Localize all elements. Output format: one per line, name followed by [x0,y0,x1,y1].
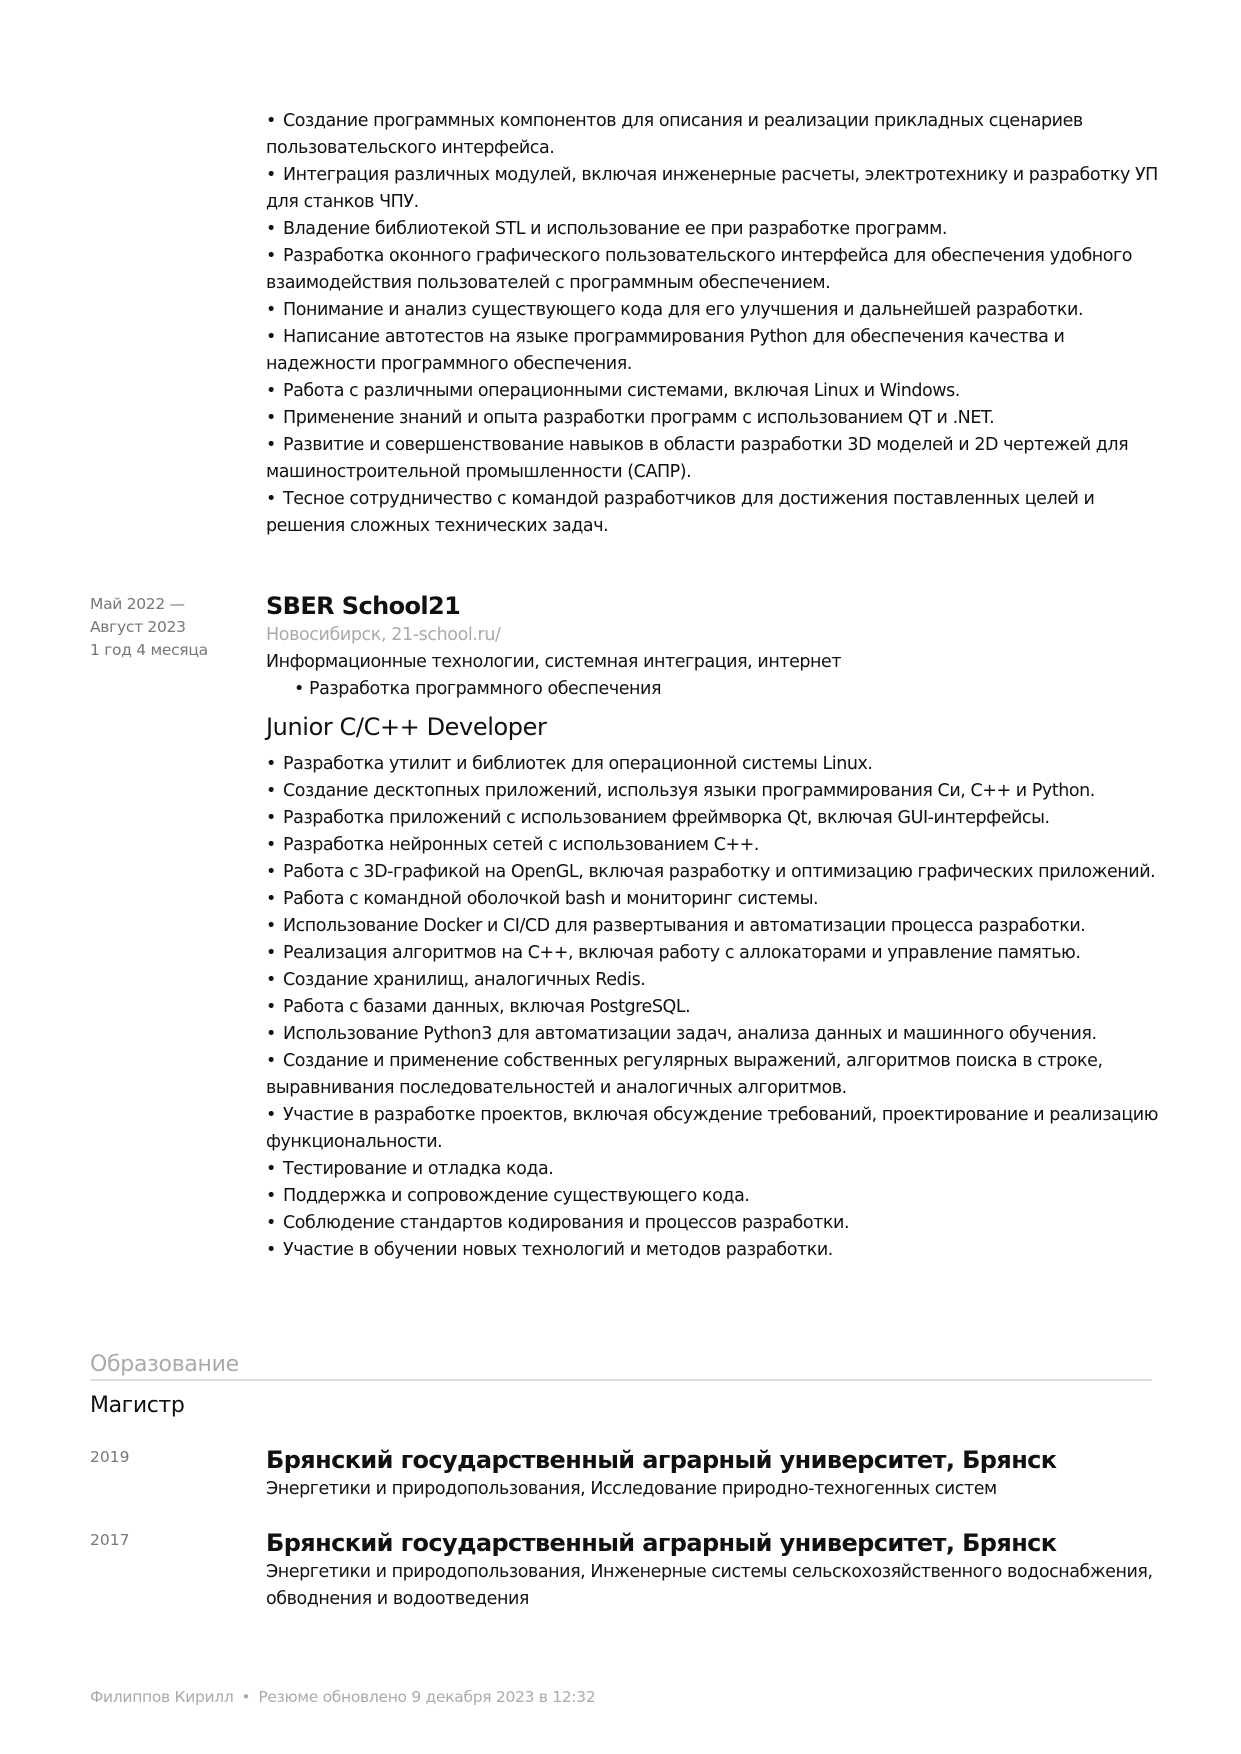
education-institution: Брянский государственный аграрный университет, Брянск [266,1446,1057,1474]
responsibility-item: • Разработка нейронных сетей с использованием C++. [266,835,759,855]
responsibility-item: • Создание и применение собственных регулярных выражений, алгоритмов поиска в строке, выравнивания последовательностей и аналогичных алгоритмов. [266,1051,1103,1098]
page-footer [90,1688,595,1706]
responsibility-item: • Интеграция различных модулей, включая инженерные расчеты, электротехнику и разработку УП для станков ЧПУ. [266,165,1158,212]
job-responsibilities [266,751,1176,1264]
responsibility-item: • Работа с 3D-графикой на OpenGL, включая разработку и оптимизацию графических приложений. [266,862,1156,882]
job-period-start: Май 2022 — [90,595,185,613]
footer-updated: Резюме обновлено 9 декабря 2023 в 12:32 [258,1688,596,1706]
responsibility-item: • Разработка оконного графического пользовательского интерфейса для обеспечения удобного взаимодействия пользователей с программным обеспечением. [266,246,1133,293]
company-industry: Информационные технологии, системная интеграция, интернет [266,652,842,672]
job-period-end: Август 2023 [90,618,186,636]
education-item [266,1527,1166,1613]
responsibility-item: • Участие в обучении новых технологий и методов разработки. [266,1240,833,1260]
company-location: Новосибирск, 21-school.ru/ [266,625,501,645]
responsibility-item: • Разработка утилит и библиотек для операционной системы Linux. [266,754,873,774]
company-name: SBER School21 [266,592,461,620]
education-item [266,1444,1166,1503]
responsibility-item: • Использование Python3 для автоматизации задач, анализа данных и машинного обучения. [266,1024,1097,1044]
education-description: Энергетики и природопользования, Инженерные системы сельскохозяйственного водоснабжения, обводнения и водоотведения [266,1562,1153,1609]
responsibility-item: • Реализация алгоритмов на C++, включая работу с аллокаторами и управление памятью. [266,943,1081,963]
responsibility-item: • Использование Docker и CI/CD для развертывания и автоматизации процесса разработки. [266,916,1086,936]
responsibility-item: • Написание автотестов на языке программирования Python для обеспечения качества и надежности программного обеспечения. [266,327,1065,374]
footer-name: Филиппов Кирилл [90,1688,234,1706]
responsibility-item: • Работа с базами данных, включая PostgreSQL. [266,997,691,1017]
education-institution: Брянский государственный аграрный университет, Брянск [266,1529,1057,1557]
responsibility-item: • Создание десктопных приложений, используя языки программирования Си, C++ и Python. [266,781,1095,801]
responsibility-item: • Тесное сотрудничество с командой разработчиков для достижения поставленных целей и решения сложных технических задач. [266,489,1095,536]
education-year: 2019 [90,1448,130,1466]
section-divider [90,1379,1152,1381]
job-period [90,593,208,662]
education-degree: Магистр [90,1393,185,1418]
responsibility-item: • Создание программных компонентов для описания и реализации прикладных сценариев пользовательского интерфейса. [266,111,1083,158]
company-sub-industry: • Разработка программного обеспечения [294,679,662,699]
responsibility-item: • Понимание и анализ существующего кода для его улучшения и дальнейшей разработки. [266,300,1084,320]
job-duration: 1 год 4 месяца [90,641,208,659]
responsibility-item: • Тестирование и отладка кода. [266,1159,554,1179]
responsibility-item: • Работа с различными операционными системами, включая Linux и Windows. [266,381,960,401]
job-position: Junior C/C++ Developer [266,713,547,741]
previous-job-responsibilities [266,108,1176,540]
education-description: Энергетики и природопользования, Исследование природно-техногенных систем [266,1479,997,1499]
responsibility-item: • Поддержка и сопровождение существующего кода. [266,1186,750,1206]
responsibility-item: • Участие в разработке проектов, включая обсуждение требований, проектирование и реализацию функциональности. [266,1105,1158,1152]
responsibility-item: • Развитие и совершенствование навыков в области разработки 3D моделей и 2D чертежей для машиностроительной промышленности (САПР). [266,435,1129,482]
responsibility-item: • Владение библиотекой STL и использование ее при разработке программ. [266,219,947,239]
responsibility-item: • Создание хранилищ, аналогичных Redis. [266,970,646,990]
responsibility-item: • Соблюдение стандартов кодирования и процессов разработки. [266,1213,850,1233]
education-year: 2017 [90,1531,130,1549]
responsibility-item: • Разработка приложений с использованием фреймворка Qt, включая GUI-интерфейсы. [266,808,1050,828]
responsibility-item: • Работа с командной оболочкой bash и мониторинг системы. [266,889,819,909]
education-section-title: Образование [90,1352,239,1377]
footer-separator: • [241,1688,251,1706]
job-entry [266,590,1176,1264]
responsibility-item: • Применение знаний и опыта разработки программ с использованием QT и .NET. [266,408,995,428]
